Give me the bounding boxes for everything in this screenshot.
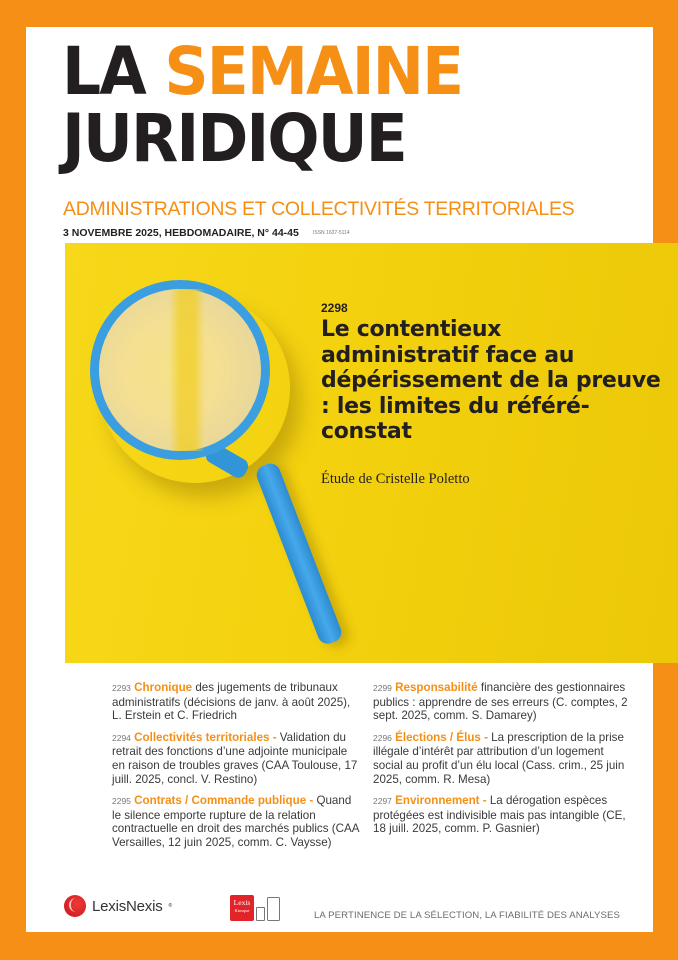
issue-line: 3 NOVEMBRE 2025, HEBDOMADAIRE, N° 44-45 bbox=[63, 227, 299, 239]
toc-number: 2299 bbox=[373, 683, 392, 693]
toc-number: 2296 bbox=[373, 732, 392, 743]
toc-item[interactable] bbox=[112, 731, 362, 786]
toc-right-column bbox=[373, 681, 628, 844]
magnifier-handle bbox=[254, 461, 344, 647]
toc-text: financière des gestionnaires publics : apprendre de ses erreurs (C. comptes, 2 sept. 2025, comm. S. Damarey) bbox=[373, 681, 628, 723]
toc-text: Validation du retrait des fonctions d’une adjointe municipale en raison de troubles graves (CAA Toulouse, 17 juill. 2025, concl. V. Restino) bbox=[112, 730, 358, 786]
toc-category: Contrats / Commande publique - bbox=[134, 794, 314, 808]
lexisnexis-logo[interactable] bbox=[64, 895, 172, 917]
lexis-kiosque-badge[interactable] bbox=[230, 895, 280, 921]
masthead bbox=[62, 33, 492, 177]
toc-text: La prescription de la prise illégale d’intérêt par attribution d’un logement social au profit d’un élu local (Cass. crim., 25 juin 2025, comm. R. Mesa) bbox=[373, 730, 625, 786]
toc-number: 2295 bbox=[112, 796, 131, 807]
toc-number: 2297 bbox=[373, 796, 392, 807]
tablet-icon bbox=[267, 897, 280, 921]
toc-number: 2293 bbox=[112, 683, 131, 693]
feature-number: 2298 bbox=[321, 301, 348, 315]
toc-item[interactable] bbox=[112, 794, 362, 849]
masthead-la: LA bbox=[62, 33, 145, 110]
tagline: LA PERTINENCE DE LA SÉLECTION, LA FIABILITÉ DES ANALYSES bbox=[314, 910, 620, 921]
kiosque-icon: Lexis Kiosque bbox=[230, 895, 254, 921]
phone-icon bbox=[256, 907, 265, 921]
edition-title: ADMINISTRATIONS ET COLLECTIVITÉS TERRITORIALES bbox=[63, 198, 575, 220]
toc-category: Responsabilité bbox=[395, 681, 478, 694]
publisher-name: LexisNexis bbox=[92, 897, 163, 915]
feature-author: Étude de Cristelle Poletto bbox=[321, 471, 470, 487]
magnifying-glass-icon bbox=[90, 280, 270, 460]
toc-left-column bbox=[112, 681, 362, 858]
registered-mark: ® bbox=[168, 903, 173, 909]
masthead-semaine: SEMAINE bbox=[164, 33, 463, 110]
toc-text: Quand le silence emporte rupture de la relation contractuelle en droit des marchés publics (CAA Versailles, 12 juin 2025, comm. C. Vaysse) bbox=[112, 794, 359, 849]
toc-item[interactable] bbox=[112, 681, 362, 723]
toc-item[interactable] bbox=[373, 794, 628, 836]
toc-category: Chronique bbox=[134, 681, 193, 694]
toc-category: Collectivités territoriales - bbox=[134, 730, 277, 744]
toc-text: La dérogation espèces protégées est indivisible mais pas intangible (CE, 18 juill. 2025, comm. P. Gasnier) bbox=[373, 794, 626, 836]
toc-category: Environnement - bbox=[395, 794, 487, 808]
lexisnexis-emblem-icon bbox=[64, 895, 86, 917]
toc-number: 2294 bbox=[112, 732, 131, 743]
masthead-juridique: JURIDIQUE bbox=[62, 100, 406, 177]
toc-item[interactable] bbox=[373, 731, 628, 786]
toc-item[interactable] bbox=[373, 681, 628, 723]
toc-text: des jugements de tribunaux administratifs (décisions de janv. à août 2025), L. Erstein et C. Friedrich bbox=[112, 681, 351, 723]
toc-category: Élections / Élus - bbox=[395, 730, 488, 744]
feature-title[interactable]: Le contentieux administratif face au dépérissement de la preuve : les limites du référé-constat bbox=[321, 317, 661, 444]
feature-hero[interactable] bbox=[65, 243, 678, 663]
issn: ISSN 1637-5114 bbox=[313, 230, 350, 236]
